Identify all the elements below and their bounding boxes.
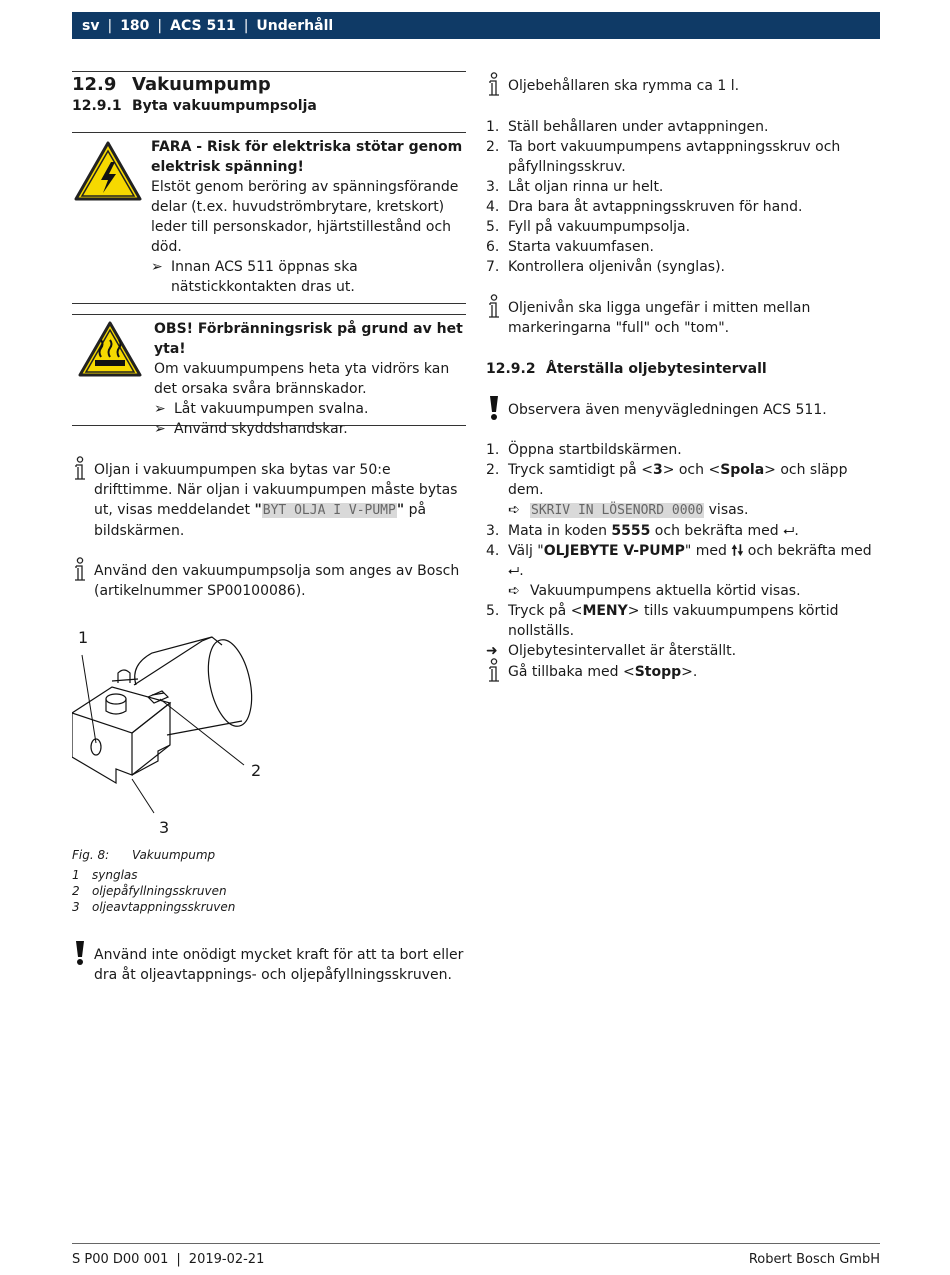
vacuum-pump-figure [72, 625, 292, 845]
enter-key-icon: ⮠ [508, 563, 520, 579]
oil-change-steps [486, 117, 880, 277]
list-item: 5. Fyll på vakuumpumpsolja. [486, 219, 691, 235]
subsection-heading: 12.9.2 Återställa oljebytesintervall [486, 361, 767, 377]
footer-date: 2019-02-21 [188, 1252, 265, 1267]
result-arrow-icon: ➜ [486, 643, 498, 659]
notice-force: Använd inte onödigt mycket kraft för att ta bort eller dra åt oljeavtappnings- och oljepåfyllningsskruven. [94, 947, 464, 983]
arrow-bullet-icon: ➢ [154, 401, 166, 417]
figure-callout: 2 [251, 761, 262, 780]
figure-legend [72, 867, 235, 915]
list-item: 2. Tryck samtidigt på <3> och <Spola> och släpp dem. [486, 462, 848, 498]
list-item: 1. Öppna startbildskärmen. [486, 442, 682, 458]
section-heading: 12.9 Vakuumpump [72, 74, 271, 95]
divider [72, 314, 466, 315]
header-product: ACS 511 [170, 17, 236, 34]
caution-body: Om vakuumpumpens heta yta vidrörs kan det orsaka svåra brännskador. [154, 361, 450, 397]
danger-warning [151, 137, 463, 297]
caution-bullet: ➢ Använd skyddshandskar. [154, 421, 348, 437]
divider [72, 71, 466, 72]
info-icon [486, 294, 502, 320]
reset-interval-steps [486, 440, 880, 661]
figure-callout: 3 [159, 818, 170, 837]
page-footer [72, 1243, 880, 1267]
info-icon [72, 456, 88, 482]
list-item: 3. Låt oljan rinna ur helt. [486, 179, 664, 195]
final-result: ➜ Oljebytesintervallet är återställt. [486, 643, 737, 659]
info-oil-type: Använd den vakuumpumpsolja som anges av Bosch (artikelnummer SP00100086). [94, 563, 460, 599]
hot-surface-icon [77, 320, 143, 378]
list-item: 4. Dra bara åt avtappningsskruven för hand. [486, 199, 803, 215]
list-item: 1. Ställ behållaren under avtappningen. [486, 119, 769, 135]
key-stopp: Stopp [634, 664, 682, 680]
list-item: 2. Ta bort vakuumpumpens avtappningsskruv och påfyllningsskruv. [486, 139, 841, 175]
result-arrow-icon: ➪ [508, 502, 520, 518]
danger-body: Elstöt genom beröring av spänningsförande delar (t.ex. huvudströmbrytare, kretskort) leder till personskador, hjärtstillestånd och död. [151, 179, 459, 255]
key-3: 3 [652, 462, 663, 478]
footer-doc: S P00 D00 001 | 2019-02-21 [72, 1252, 265, 1267]
caution-bullet: ➢ Låt vakuumpumpen svalna. [154, 401, 369, 417]
arrow-bullet-icon: ➢ [154, 421, 166, 437]
divider [72, 303, 466, 304]
list-item: 4. Välj "OLJEBYTE V-PUMP" med 🠕🠗 och bekräfta med ⮠. [486, 543, 872, 579]
danger-bullet: ➢ Innan ACS 511 öppnas ska nätstickkontakten dras ut. [151, 259, 358, 295]
arrow-up-icon: 🠕 [731, 543, 738, 559]
result-arrow-icon: ➪ [508, 583, 520, 599]
step-result: ➪ Vakuumpumpens aktuella körtid visas. [508, 583, 801, 599]
figure-callout: 1 [78, 628, 89, 647]
header-section: Underhåll [256, 17, 334, 34]
caution-title: OBS! Förbränningsrisk på grund av het yta! [154, 321, 463, 357]
info-container-size: Oljebehållaren ska rymma ca 1 l. [508, 78, 740, 94]
list-item: 7. Kontrollera oljenivån (synglas). [486, 259, 725, 275]
danger-title: FARA - Risk för elektriska stötar genom elektrisk spänning! [151, 139, 463, 175]
info-icon [72, 557, 88, 583]
figure-caption: Fig. 8: Vakuumpump [72, 848, 216, 862]
enter-key-icon: ⮠ [783, 523, 795, 539]
notice-icon [74, 940, 86, 966]
legend-item: 3 oljeavtappningsskruven [72, 900, 236, 914]
electric-hazard-icon [74, 140, 142, 202]
legend-item: 2 oljepåfyllningsskruven [72, 884, 227, 898]
info-back: Gå tillbaka med <Stopp>. [508, 664, 698, 680]
list-item: 5. Tryck på <MENY> tills vakuumpumpens körtid nollställs. [486, 603, 839, 639]
header-lang: sv [82, 17, 100, 34]
divider [72, 132, 466, 133]
step-result: ➪ SKRIV IN LÖSENORD 0000 visas. [486, 500, 880, 521]
subsection-heading: 12.9.1 Byta vakuumpumpsolja [72, 98, 317, 114]
arrow-bullet-icon: ➢ [151, 259, 163, 275]
key-spola: Spola [720, 462, 765, 478]
list-item: 6. Starta vakuumfasen. [486, 239, 654, 255]
caution-warning [154, 319, 466, 439]
display-message: BYT OLJA I V-PUMP [262, 503, 396, 518]
list-item: 3. Mata in koden 5555 och bekräfta med ⮠. [486, 523, 799, 539]
legend-item: 1 synglas [72, 868, 138, 882]
info-icon [486, 72, 502, 98]
arrow-down-icon: 🠗 [737, 543, 744, 559]
page-header: sv | 180 | ACS 511 | Underhåll [72, 12, 880, 39]
notice-menu-guide: Observera även menyvägledningen ACS 511. [508, 402, 827, 418]
info-oil-change: Oljan i vakuumpumpen ska bytas var 50:e drifttimme. När oljan i vakuumpumpen måste bytas ut, visas meddelandet "BYT OLJA I V-PUMP" på bildskärmen. [94, 462, 458, 539]
info-icon [486, 658, 502, 684]
header-page-number: 180 [120, 17, 150, 34]
divider [72, 425, 466, 426]
notice-icon [488, 395, 500, 421]
footer-company: Robert Bosch GmbH [748, 1252, 880, 1267]
display-message: SKRIV IN LÖSENORD 0000 [531, 503, 704, 518]
info-oil-level: Oljenivån ska ligga ungefär i mitten mellan markeringarna "full" och "tom". [508, 300, 811, 336]
